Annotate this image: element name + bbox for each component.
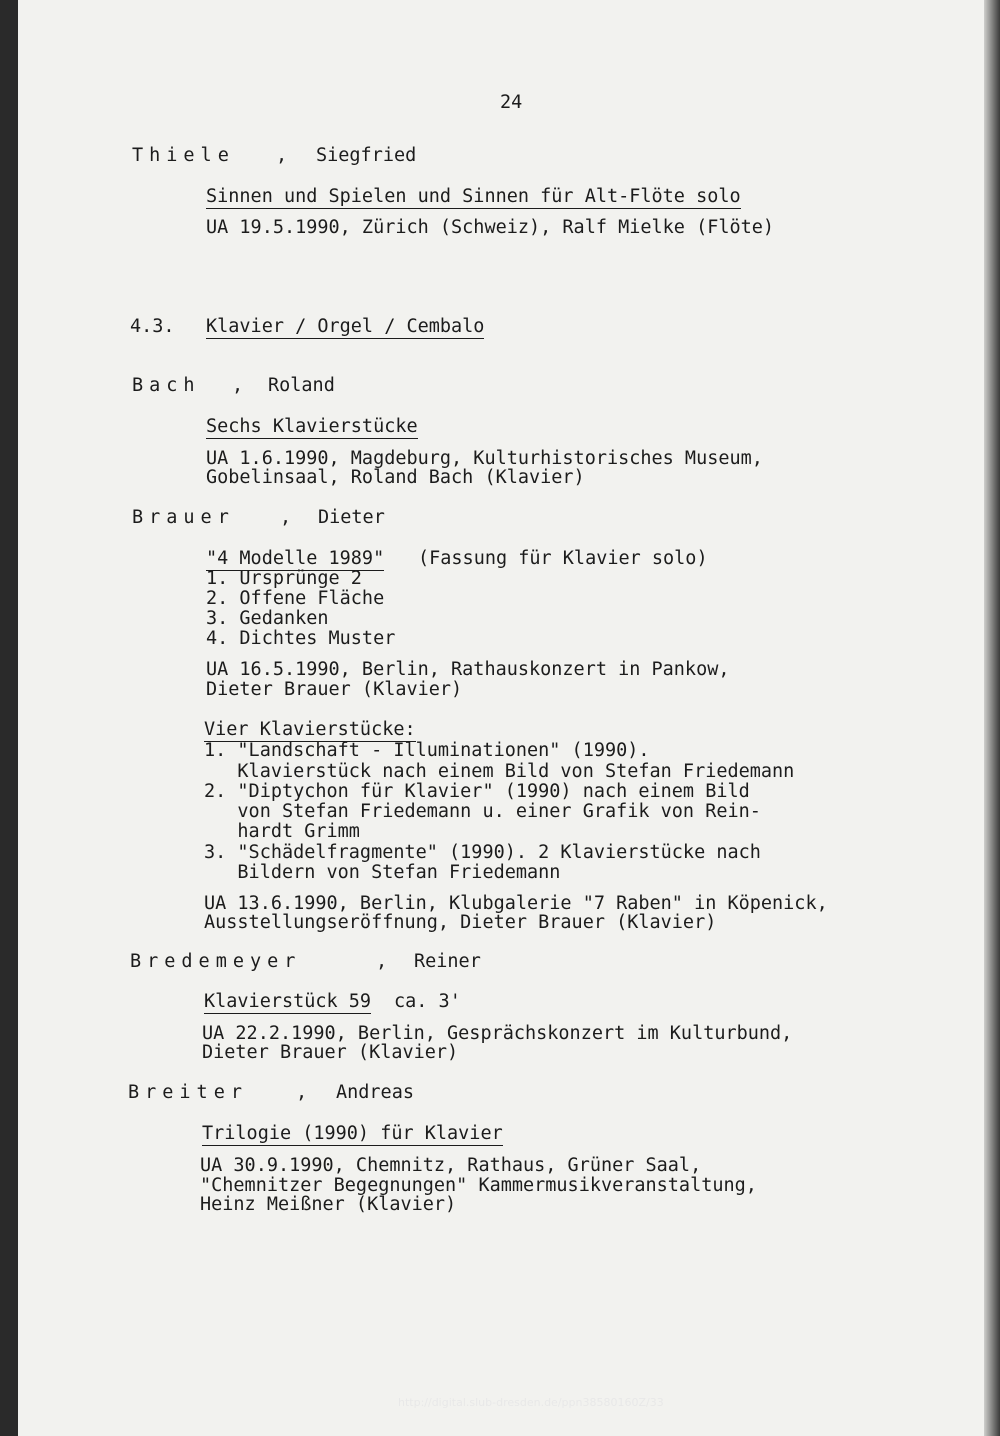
- list-item: 1. Ursprünge 2: [206, 568, 362, 589]
- premiere-thiele: UA 19.5.1990, Zürich (Schweiz), Ralf Mielke (Flöte): [206, 217, 775, 238]
- list-item: 2. "Diptychon für Klavier" (1990) nach einem Bild: [204, 781, 750, 802]
- premiere-line-breiter: Heinz Meißner (Klavier): [200, 1194, 457, 1215]
- list-item: 3. "Schädelfragmente" (1990). 2 Klavierstücke nach: [204, 842, 761, 863]
- list-item: von Stefan Friedemann u. einer Grafik von Rein-: [204, 801, 761, 822]
- premiere-line-brauer-2: Ausstellungseröffnung, Dieter Brauer (Klavier): [204, 912, 717, 933]
- page-number: 24: [500, 92, 523, 113]
- work-title-thiele: Sinnen und Spielen und Sinnen für Alt-Flöte solo: [206, 186, 741, 207]
- premiere-line-bach: UA 1.6.1990, Magdeburg, Kulturhistorisches Museum,: [206, 448, 763, 469]
- composer-given-thiele: Siegfried: [316, 145, 417, 166]
- list-item: 1. "Landschaft - Illuminationen" (1990).: [204, 740, 650, 761]
- composer-sep-breiter: ,: [296, 1082, 308, 1103]
- work-title-brauer-2: Vier Klavierstücke:: [204, 719, 416, 740]
- composer-given-bach: Roland: [268, 375, 335, 396]
- section-number: 4.3.: [130, 316, 175, 337]
- work-title-bach: Sechs Klavierstücke: [206, 416, 418, 437]
- composer-sep-bach: ,: [232, 375, 244, 396]
- work-title-bredemeyer: Klavierstück 59: [204, 991, 372, 1012]
- composer-given-breiter: Andreas: [336, 1082, 414, 1103]
- section-title: Klavier / Orgel / Cembalo: [206, 316, 485, 337]
- composer-sep-bredemeyer: ,: [376, 951, 388, 972]
- composer-surname-brauer: Brauer: [132, 507, 235, 528]
- work-title-breiter: Trilogie (1990) für Klavier: [202, 1123, 503, 1144]
- composer-surname-thiele: Thiele: [132, 145, 235, 166]
- list-item: Klavierstück nach einem Bild von Stefan Friedemann: [204, 761, 795, 782]
- premiere-line-bach: Gobelinsaal, Roland Bach (Klavier): [206, 467, 585, 488]
- premiere-line-breiter: "Chemnitzer Begegnungen" Kammermusikveranstaltung,: [200, 1175, 757, 1196]
- composer-surname-breiter: Breiter: [128, 1082, 248, 1103]
- document-page: [18, 0, 984, 1436]
- premiere-line-breiter: UA 30.9.1990, Chemnitz, Rathaus, Grüner Saal,: [200, 1155, 702, 1176]
- premiere-line-brauer-1: Dieter Brauer (Klavier): [206, 679, 463, 700]
- premiere-line-brauer-2: UA 13.6.1990, Berlin, Klubgalerie "7 Raben" in Köpenick,: [204, 893, 828, 914]
- composer-given-brauer: Dieter: [318, 507, 385, 528]
- composer-sep-thiele: ,: [276, 145, 288, 166]
- premiere-line-brauer-1: UA 16.5.1990, Berlin, Rathauskonzert in Pankow,: [206, 659, 730, 680]
- footer-url: http://digital.slub-dresden.de/ppn38580160Z/33: [398, 1396, 664, 1409]
- composer-surname-bach: Bach: [132, 375, 201, 396]
- composer-given-bredemeyer: Reiner: [414, 951, 481, 972]
- premiere-line-bredemeyer: UA 22.2.1990, Berlin, Gesprächskonzert im Kulturbund,: [202, 1023, 793, 1044]
- work-title-brauer-1: "4 Modelle 1989": [206, 548, 385, 569]
- list-item: Bildern von Stefan Friedemann: [204, 862, 561, 883]
- composer-surname-bredemeyer: Bredemeyer: [130, 951, 302, 972]
- work-note-brauer-1: (Fassung für Klavier solo): [418, 548, 708, 569]
- list-item: 3. Gedanken: [206, 608, 329, 629]
- premiere-line-bredemeyer: Dieter Brauer (Klavier): [202, 1042, 459, 1063]
- work-duration-bredemeyer: ca. 3': [394, 991, 461, 1012]
- list-item: 4. Dichtes Muster: [206, 628, 396, 649]
- list-item: hardt Grimm: [204, 821, 360, 842]
- composer-sep-brauer: ,: [280, 507, 292, 528]
- list-item: 2. Offene Fläche: [206, 588, 385, 609]
- page-edge-shadow: [984, 0, 1000, 1436]
